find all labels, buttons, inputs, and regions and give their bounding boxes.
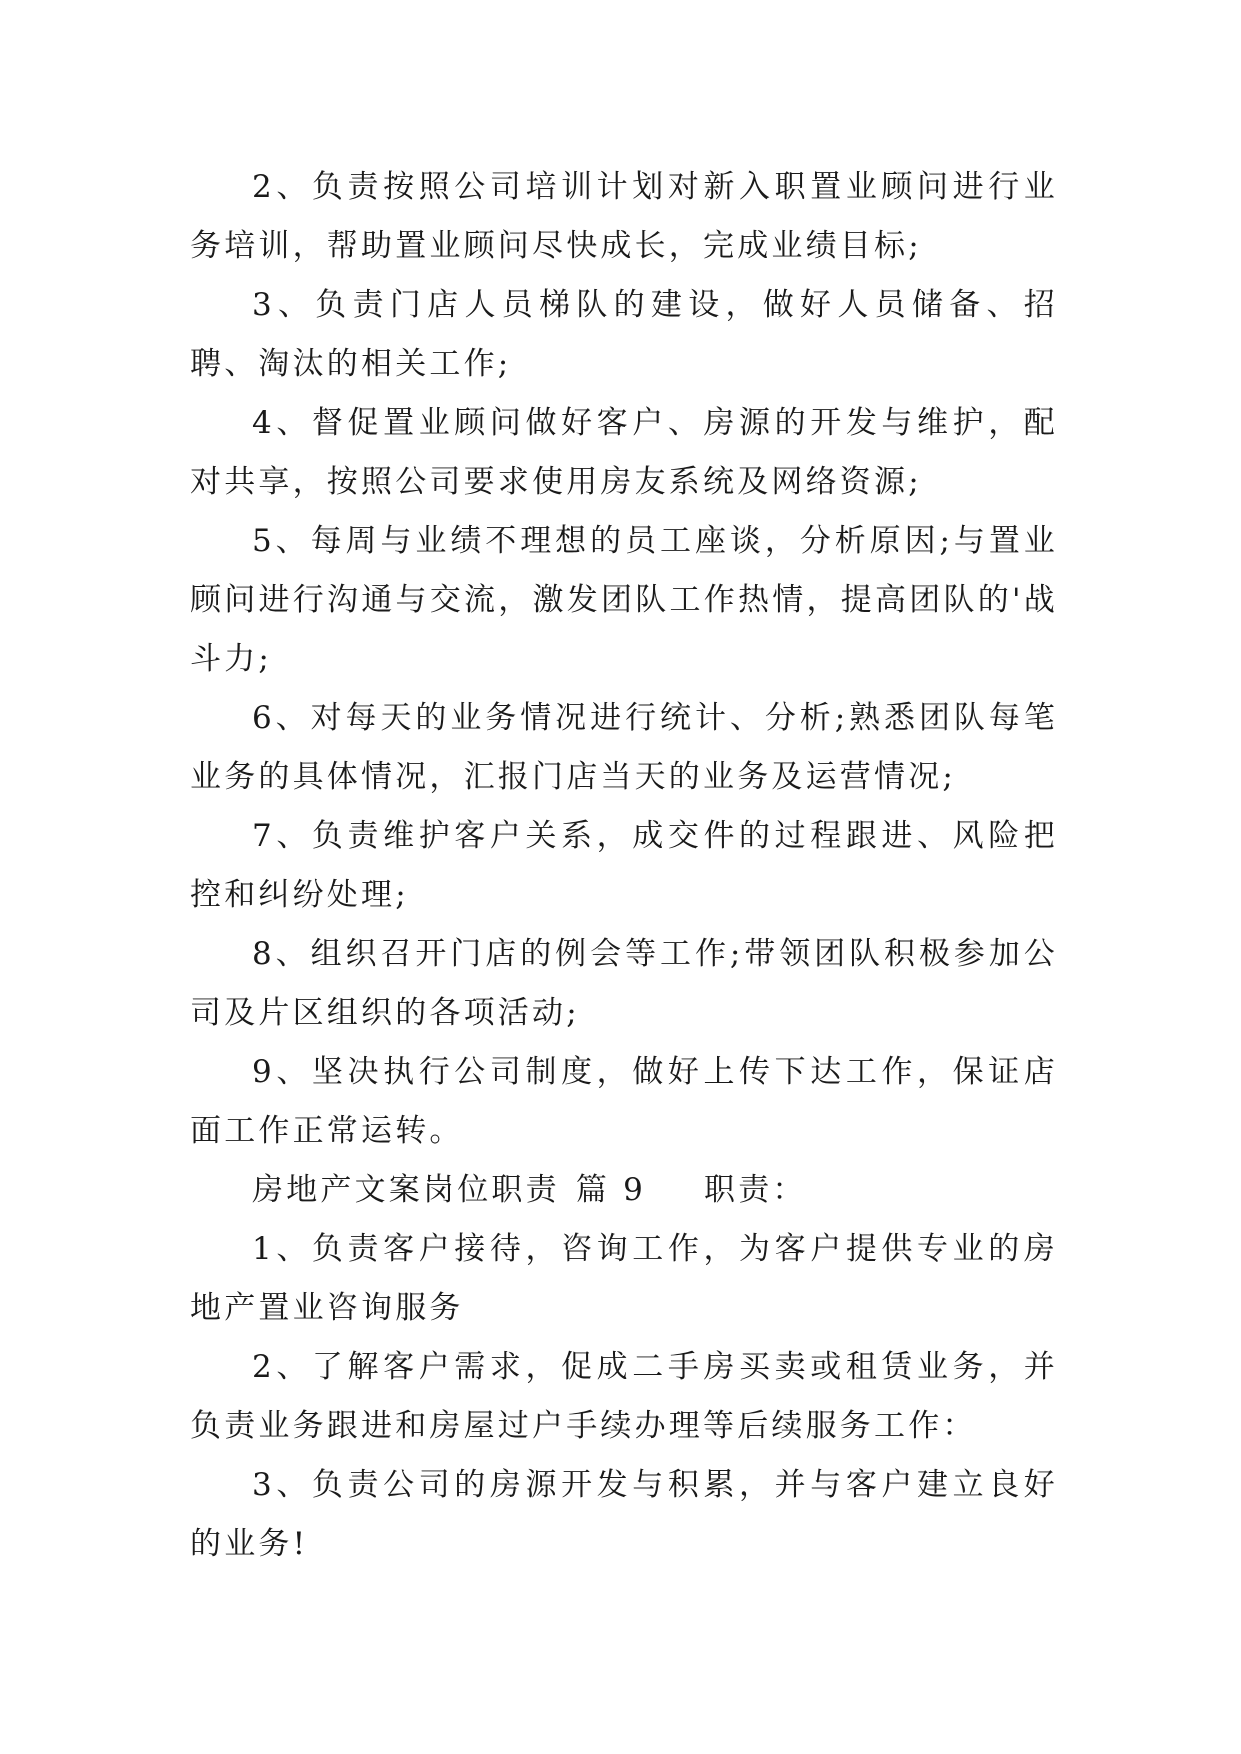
paragraph-duty-1: 1、负责客户接待，咨询工作，为客户提供专业的房地产置业咨询服务 [190,1231,1058,1326]
document-body [190,158,1058,1574]
paragraph-item-5: 5、每周与业绩不理想的员工座谈，分析原因;与置业顾问进行沟通与交流，激发团队工作热情，提高团队的'战斗力; [190,523,1058,677]
paragraph-item-3: 3、负责门店人员梯队的建设，做好人员储备、招聘、淘汰的相关工作; [190,287,1058,382]
paragraph-item-8: 8、组织召开门店的例会等工作;带领团队积极参加公司及片区组织的各项活动; [190,936,1058,1031]
section-title: 房地产文案岗位职责 [252,1172,560,1208]
paragraph-item-2: 2、负责按照公司培训计划对新入职置业顾问进行业务培训，帮助置业顾问尽快成长，完成业绩目标; [190,169,1058,264]
paragraph-item-9: 9、坚决执行公司制度，做好上传下达工作，保证店面工作正常运转。 [190,1054,1058,1149]
section-heading [190,1161,1058,1220]
section-number: 篇 9 [575,1172,646,1208]
paragraph-duty-2: 2、了解客户需求，促成二手房买卖或租赁业务，并负责业务跟进和房屋过户手续办理等后续服务工作： [190,1349,1058,1444]
section-label: 职责： [704,1172,807,1208]
paragraph-item-7: 7、负责维护客户关系，成交件的过程跟进、风险把控和纠纷处理; [190,818,1058,913]
paragraph-duty-3: 3、负责公司的房源开发与积累，并与客户建立良好的业务! [190,1467,1058,1562]
paragraph-item-4: 4、督促置业顾问做好客户、房源的开发与维护，配对共享，按照公司要求使用房友系统及网络资源; [190,405,1058,500]
paragraph-item-6: 6、对每天的业务情况进行统计、分析;熟悉团队每笔业务的具体情况，汇报门店当天的业务及运营情况; [190,700,1058,795]
